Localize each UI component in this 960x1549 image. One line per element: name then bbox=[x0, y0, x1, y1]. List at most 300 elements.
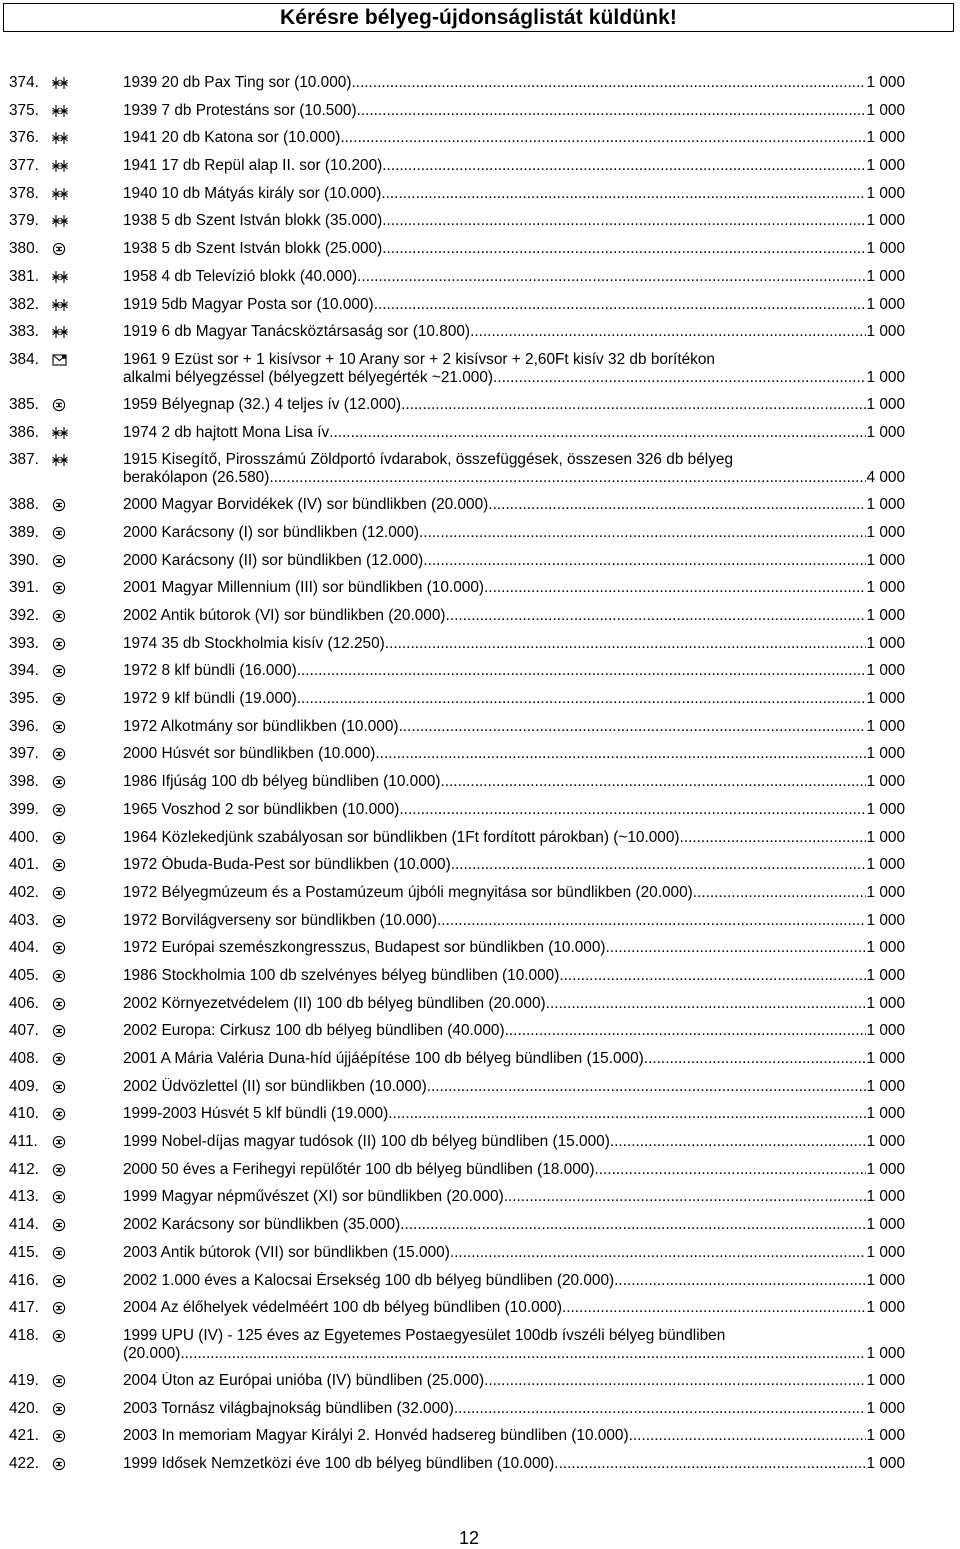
item-number: 391. bbox=[9, 579, 39, 597]
list-item bbox=[0, 939, 960, 957]
item-number: 403. bbox=[9, 911, 39, 929]
item-description: berakólapon (26.580) bbox=[123, 469, 270, 487]
dot-leader bbox=[419, 524, 866, 542]
item-price: 1 000 bbox=[866, 1344, 905, 1362]
list-item bbox=[0, 1216, 960, 1234]
item-number: 414. bbox=[9, 1216, 39, 1234]
envelope-icon bbox=[52, 353, 68, 367]
mint-stamp-icon bbox=[52, 131, 68, 145]
item-description: 1999 UPU (IV) - 125 éves az Egyetemes Postaegyesület 100db ívszéli bélyeg bündliben bbox=[123, 1326, 726, 1344]
dot-leader bbox=[385, 635, 867, 653]
used-stamp-icon bbox=[52, 1218, 68, 1232]
item-description: 1938 5 db Szent István blokk (25.000) bbox=[123, 240, 383, 258]
used-stamp-icon bbox=[52, 1274, 68, 1288]
dot-leader bbox=[559, 967, 866, 985]
used-stamp-icon bbox=[52, 1107, 68, 1121]
item-description: 1941 20 db Katona sor (10.000) bbox=[123, 129, 341, 147]
item-price: 1 000 bbox=[866, 800, 905, 818]
dot-leader bbox=[470, 323, 866, 341]
item-number: 380. bbox=[9, 240, 39, 258]
item-price: 1 000 bbox=[866, 1188, 905, 1206]
dot-leader bbox=[629, 1427, 867, 1445]
item-price: 1 000 bbox=[866, 240, 905, 258]
header-banner bbox=[3, 3, 954, 32]
list-item bbox=[0, 296, 960, 314]
item-number: 412. bbox=[9, 1160, 39, 1178]
item-price: 1 000 bbox=[866, 212, 905, 230]
item-description: 2001 A Mária Valéria Duna-híd újjáépítése 100 db bélyeg bündliben (15.000) bbox=[123, 1050, 644, 1067]
dot-leader bbox=[446, 607, 867, 625]
item-number: 416. bbox=[9, 1271, 39, 1289]
item-number: 386. bbox=[9, 423, 39, 441]
item-description: 2000 Karácsony (I) sor bündlikben (12.000) bbox=[123, 523, 420, 541]
list-item bbox=[0, 967, 960, 985]
used-stamp-icon bbox=[52, 637, 68, 651]
item-number: 377. bbox=[9, 157, 39, 175]
item-price: 1 000 bbox=[866, 496, 905, 514]
list-item bbox=[0, 579, 960, 597]
dot-leader bbox=[329, 424, 866, 442]
item-number: 398. bbox=[9, 773, 39, 791]
used-stamp-icon bbox=[52, 1135, 68, 1149]
item-number: 378. bbox=[9, 184, 39, 202]
item-number: 418. bbox=[9, 1326, 39, 1344]
item-description: 1972 9 klf bündli (19.000) bbox=[123, 690, 297, 708]
list-item bbox=[0, 129, 960, 147]
item-description: 1941 17 db Repül alap II. sor (10.200) bbox=[123, 157, 383, 175]
item-number: 385. bbox=[9, 395, 39, 413]
item-number: 375. bbox=[9, 101, 39, 119]
dot-leader bbox=[594, 1161, 866, 1179]
dot-leader bbox=[381, 185, 866, 203]
item-description: 2003 In memoriam Magyar Királyi 2. Honvéd hadsereg bündliben (10.000) bbox=[123, 1427, 629, 1445]
item-description: 1965 Voszhod 2 sor bündlikben (10.000) bbox=[123, 800, 400, 818]
item-description: 2002 Antik bútorok (VI) sor bündlikben (20.000) bbox=[123, 607, 446, 624]
dot-leader bbox=[375, 745, 866, 763]
item-description: 1919 5db Magyar Posta sor (10.000) bbox=[123, 295, 374, 313]
dot-leader bbox=[493, 369, 866, 387]
item-description: 1986 Stockholmia 100 db szelvényes bélyeg bündliben (10.000) bbox=[123, 966, 560, 984]
item-number: 411. bbox=[9, 1133, 38, 1151]
used-stamp-icon bbox=[52, 831, 68, 845]
item-description: 1972 Alkotmány sor bündlikben (10.000) bbox=[123, 717, 399, 735]
used-stamp-icon bbox=[52, 1163, 68, 1177]
used-stamp-icon bbox=[52, 941, 68, 955]
item-price: 1 000 bbox=[866, 1299, 905, 1317]
item-number: 415. bbox=[9, 1243, 39, 1261]
list-item bbox=[0, 1455, 960, 1473]
item-price: 1 000 bbox=[866, 773, 905, 791]
list-item bbox=[0, 690, 960, 708]
dot-leader bbox=[382, 212, 866, 230]
item-number: 387. bbox=[9, 451, 39, 469]
item-price: 1 000 bbox=[866, 1243, 905, 1261]
dot-leader bbox=[427, 1078, 867, 1096]
item-price: 1 000 bbox=[866, 74, 905, 91]
item-price: 1 000 bbox=[866, 323, 905, 341]
dot-leader bbox=[644, 1050, 867, 1068]
mint-stamp-icon bbox=[52, 270, 68, 284]
item-number: 401. bbox=[9, 856, 39, 874]
list-item bbox=[0, 829, 960, 847]
used-stamp-icon bbox=[52, 997, 68, 1011]
list-item bbox=[0, 351, 960, 387]
item-number: 399. bbox=[9, 800, 39, 818]
item-number: 408. bbox=[9, 1050, 39, 1067]
used-stamp-icon bbox=[52, 1301, 68, 1315]
item-price: 1 000 bbox=[866, 1050, 905, 1067]
item-description: 2002 Europa: Cirkusz 100 db bélyeg bündliben (40.000) bbox=[123, 1022, 505, 1040]
item-price: 1 000 bbox=[866, 662, 905, 680]
list-item bbox=[0, 884, 960, 902]
dot-leader bbox=[606, 939, 867, 957]
item-description: 1961 9 Ezüst sor + 1 kisívsor + 10 Arany sor + 2 kisívsor + 2,60Ft kisív 32 db borítékon bbox=[123, 350, 715, 368]
used-stamp-icon bbox=[52, 858, 68, 872]
used-stamp-icon bbox=[52, 720, 68, 734]
list-item bbox=[0, 718, 960, 736]
item-price: 1 000 bbox=[866, 883, 905, 901]
item-description: 2001 Magyar Millennium (III) sor bündlikben (10.000) bbox=[123, 579, 485, 597]
dot-leader bbox=[401, 396, 866, 414]
item-description: 1959 Bélyegnap (32.) 4 teljes ív (12.000) bbox=[123, 395, 402, 413]
item-price: 1 000 bbox=[866, 911, 905, 929]
item-number: 382. bbox=[9, 295, 39, 313]
item-price: 1 000 bbox=[866, 267, 905, 285]
item-number: 396. bbox=[9, 717, 39, 735]
item-description: 1972 Óbuda-Buda-Pest sor bündlikben (10.000) bbox=[123, 856, 451, 874]
list-item bbox=[0, 635, 960, 653]
item-number: 405. bbox=[9, 966, 39, 984]
item-price: 1 000 bbox=[866, 1371, 905, 1389]
item-description: 1938 5 db Szent István blokk (35.000) bbox=[123, 212, 383, 230]
item-number: 417. bbox=[9, 1299, 39, 1317]
dot-leader bbox=[388, 1105, 866, 1123]
list-item bbox=[0, 552, 960, 570]
list-item bbox=[0, 451, 960, 487]
item-number: 422. bbox=[9, 1454, 39, 1472]
item-description: 2003 Antik bútorok (VII) sor bündlikben (15.000) bbox=[123, 1243, 450, 1261]
item-price: 1 000 bbox=[866, 745, 905, 763]
item-description: 1999 Magyar népművészet (XI) sor bündlikben (20.000) bbox=[123, 1188, 504, 1206]
list-item bbox=[0, 745, 960, 763]
dot-leader bbox=[546, 995, 867, 1013]
dot-leader bbox=[484, 1372, 866, 1390]
mint-stamp-icon bbox=[52, 104, 68, 118]
item-price: 1 000 bbox=[866, 717, 905, 735]
dot-leader bbox=[610, 1133, 867, 1151]
list-item bbox=[0, 1372, 960, 1390]
dot-leader bbox=[357, 268, 866, 286]
list-item bbox=[0, 662, 960, 680]
dot-leader bbox=[562, 1299, 867, 1317]
used-stamp-icon bbox=[52, 526, 68, 540]
item-number: 389. bbox=[9, 523, 39, 541]
mint-stamp-icon bbox=[52, 214, 68, 228]
item-price: 1 000 bbox=[866, 690, 905, 708]
item-price: 1 000 bbox=[866, 1022, 905, 1040]
used-stamp-icon bbox=[52, 747, 68, 761]
item-description: 2002 Karácsony sor bündlikben (35.000) bbox=[123, 1216, 401, 1234]
dot-leader bbox=[504, 1188, 867, 1206]
list-item bbox=[0, 212, 960, 230]
dot-leader bbox=[440, 773, 866, 791]
item-description: 1939 20 db Pax Ting sor (10.000) bbox=[123, 74, 352, 91]
item-description: 2002 1.000 éves a Kalocsai Érsekség 100 db bélyeg bündliben (20.000) bbox=[123, 1271, 615, 1289]
page-number: 12 bbox=[458, 1528, 480, 1548]
dot-leader bbox=[423, 552, 866, 570]
list-item bbox=[0, 496, 960, 514]
item-description: 2000 Karácsony (II) sor bündlikben (12.000) bbox=[123, 551, 424, 569]
item-number: 404. bbox=[9, 939, 39, 957]
used-stamp-icon bbox=[52, 803, 68, 817]
item-number: 392. bbox=[9, 607, 39, 624]
item-price: 1 000 bbox=[866, 368, 905, 386]
dot-leader bbox=[297, 690, 867, 708]
used-stamp-icon bbox=[52, 1374, 68, 1388]
dot-leader bbox=[484, 579, 866, 597]
used-stamp-icon bbox=[52, 398, 68, 412]
mint-stamp-icon bbox=[52, 159, 68, 173]
used-stamp-icon bbox=[52, 1080, 68, 1094]
dot-leader bbox=[505, 1022, 867, 1040]
dot-leader bbox=[382, 240, 866, 258]
item-description: 1986 Ifjúság 100 db bélyeg bündliben (10.000) bbox=[123, 773, 441, 791]
dot-leader bbox=[399, 718, 867, 736]
list-item bbox=[0, 102, 960, 120]
list-item bbox=[0, 856, 960, 874]
used-stamp-icon bbox=[52, 775, 68, 789]
mint-stamp-icon bbox=[52, 76, 68, 90]
item-number: 388. bbox=[9, 496, 39, 514]
item-price: 1 000 bbox=[866, 395, 905, 413]
list-item bbox=[0, 773, 960, 791]
item-number: 397. bbox=[9, 745, 39, 763]
list-item bbox=[0, 912, 960, 930]
item-price: 1 000 bbox=[866, 1427, 905, 1445]
item-price: 1 000 bbox=[866, 1399, 905, 1417]
used-stamp-icon bbox=[52, 554, 68, 568]
item-description: 2000 Húsvét sor bündlikben (10.000) bbox=[123, 745, 376, 763]
item-number: 413. bbox=[9, 1188, 39, 1206]
dot-leader bbox=[488, 496, 866, 514]
list-item bbox=[0, 1078, 960, 1096]
dot-leader bbox=[554, 1455, 866, 1473]
header-title: Kérésre bélyeg-újdonságlistát küldünk! bbox=[279, 5, 678, 29]
item-price: 4 000 bbox=[866, 469, 905, 487]
list-item bbox=[0, 424, 960, 442]
item-price: 1 000 bbox=[866, 423, 905, 441]
used-stamp-icon bbox=[52, 1052, 68, 1066]
list-item bbox=[0, 323, 960, 341]
list-item bbox=[0, 1272, 960, 1290]
mint-stamp-icon bbox=[52, 426, 68, 440]
used-stamp-icon bbox=[52, 1429, 68, 1443]
item-number: 394. bbox=[9, 662, 39, 680]
item-number: 410. bbox=[9, 1105, 39, 1123]
item-price: 1 000 bbox=[866, 1160, 905, 1178]
dot-leader bbox=[451, 856, 867, 874]
item-number: 390. bbox=[9, 551, 39, 569]
used-stamp-icon bbox=[52, 1246, 68, 1260]
used-stamp-icon bbox=[52, 664, 68, 678]
item-description: 1999 Idősek Nemzetközi éve 100 db bélyeg bündliben (10.000) bbox=[123, 1454, 555, 1472]
stamp-list bbox=[0, 74, 960, 1483]
item-price: 1 000 bbox=[866, 295, 905, 313]
list-item bbox=[0, 1427, 960, 1445]
used-stamp-icon bbox=[52, 581, 68, 595]
used-stamp-icon bbox=[52, 692, 68, 706]
item-number: 374. bbox=[9, 74, 39, 91]
dot-leader bbox=[351, 74, 866, 92]
used-stamp-icon bbox=[52, 1457, 68, 1471]
item-description: 1999 Nobel-díjas magyar tudósok (II) 100 db bélyeg bündliben (15.000) bbox=[123, 1133, 610, 1151]
item-description: 1964 Közlekedjünk szabályosan sor bündlikben (1Ft fordított párokban) (~10.000) bbox=[123, 828, 680, 846]
dot-leader bbox=[680, 829, 867, 847]
item-description: 2002 Üdvözlettel (II) sor bündlikben (10.000) bbox=[123, 1077, 427, 1095]
item-number: 376. bbox=[9, 129, 39, 147]
item-description: 1999-2003 Húsvét 5 klf bündli (19.000) bbox=[123, 1105, 389, 1123]
list-item bbox=[0, 1105, 960, 1123]
item-number: 419. bbox=[9, 1371, 39, 1389]
list-item bbox=[0, 185, 960, 203]
item-description: alkalmi bélyegzéssel (bélyegzett bélyegérték ~21.000) bbox=[123, 368, 494, 386]
mint-stamp-icon bbox=[52, 298, 68, 312]
item-number: 379. bbox=[9, 212, 39, 230]
list-item bbox=[0, 607, 960, 625]
item-number: 381. bbox=[9, 267, 39, 285]
used-stamp-icon bbox=[52, 969, 68, 983]
mint-stamp-icon bbox=[52, 187, 68, 201]
used-stamp-icon bbox=[52, 886, 68, 900]
item-number: 400. bbox=[9, 828, 39, 846]
item-price: 1 000 bbox=[866, 939, 905, 957]
dot-leader bbox=[400, 1216, 866, 1234]
list-item bbox=[0, 1299, 960, 1317]
item-description: 1915 Kisegítő, Pirosszámú Zöldportó ívdarabok, összefüggések, összesen 326 db bélyeg bbox=[123, 451, 734, 469]
item-description: 1972 Bélyegmúzeum és a Postamúzeum újbóli megnyitása sor bündlikben (20.000) bbox=[123, 883, 693, 901]
item-price: 1 000 bbox=[866, 129, 905, 147]
dot-leader bbox=[357, 102, 867, 120]
item-description: 1958 4 db Televízió blokk (40.000) bbox=[123, 267, 358, 285]
list-item bbox=[0, 396, 960, 414]
dot-leader bbox=[180, 1345, 866, 1363]
dot-leader bbox=[297, 662, 867, 680]
list-item bbox=[0, 1327, 960, 1363]
used-stamp-icon bbox=[52, 609, 68, 623]
item-description: 1972 Borvilágverseny sor bündlikben (10.000) bbox=[123, 911, 437, 929]
dot-leader bbox=[454, 1400, 867, 1418]
item-number: 402. bbox=[9, 883, 39, 901]
list-item bbox=[0, 240, 960, 258]
list-item bbox=[0, 524, 960, 542]
list-item bbox=[0, 1244, 960, 1262]
item-price: 1 000 bbox=[866, 634, 905, 652]
used-stamp-icon bbox=[52, 1024, 68, 1038]
dot-leader bbox=[614, 1272, 866, 1290]
item-number: 384. bbox=[9, 350, 39, 368]
item-description: 2004 Az élőhelyek védelméért 100 db bélyeg bündliben (10.000) bbox=[123, 1299, 562, 1317]
item-number: 421. bbox=[9, 1427, 39, 1445]
item-description: 1939 7 db Protestáns sor (10.500) bbox=[123, 101, 357, 119]
list-item bbox=[0, 157, 960, 175]
item-price: 1 000 bbox=[866, 1216, 905, 1234]
item-description: 2003 Tornász világbajnokság bündliben (32.000) bbox=[123, 1399, 454, 1417]
item-description: 1940 10 db Mátyás király sor (10.000) bbox=[123, 184, 382, 202]
item-price: 1 000 bbox=[866, 856, 905, 874]
item-price: 1 000 bbox=[866, 994, 905, 1012]
dot-leader bbox=[693, 884, 867, 902]
mint-stamp-icon bbox=[52, 453, 68, 467]
list-item bbox=[0, 995, 960, 1013]
item-price: 1 000 bbox=[866, 1077, 905, 1095]
list-item bbox=[0, 268, 960, 286]
list-item bbox=[0, 1188, 960, 1206]
list-item bbox=[0, 1161, 960, 1179]
dot-leader bbox=[269, 469, 866, 487]
used-stamp-icon bbox=[52, 242, 68, 256]
item-price: 1 000 bbox=[866, 1454, 905, 1472]
item-description: 2004 Úton az Európai unióba (IV) bündliben (25.000) bbox=[123, 1371, 485, 1389]
item-price: 1 000 bbox=[866, 1105, 905, 1123]
item-number: 420. bbox=[9, 1399, 39, 1417]
item-description: 2000 Magyar Borvidékek (IV) sor bündlikben (20.000) bbox=[123, 496, 489, 514]
list-item bbox=[0, 1133, 960, 1151]
list-item bbox=[0, 1022, 960, 1040]
item-price: 1 000 bbox=[866, 157, 905, 175]
item-price: 1 000 bbox=[866, 579, 905, 597]
item-price: 1 000 bbox=[866, 828, 905, 846]
used-stamp-icon bbox=[52, 1190, 68, 1204]
item-number: 393. bbox=[9, 634, 39, 652]
list-item bbox=[0, 1400, 960, 1418]
item-description: 1919 6 db Magyar Tanácsköztársaság sor (10.800) bbox=[123, 323, 471, 341]
item-number: 407. bbox=[9, 1022, 39, 1040]
item-description: 1972 8 klf bündli (16.000) bbox=[123, 662, 297, 680]
used-stamp-icon bbox=[52, 1402, 68, 1416]
item-price: 1 000 bbox=[866, 551, 905, 569]
item-number: 395. bbox=[9, 690, 39, 708]
item-description: 1972 Európai szemészkongresszus, Budapest sor bündlikben (10.000) bbox=[123, 939, 606, 957]
item-price: 1 000 bbox=[866, 184, 905, 202]
dot-leader bbox=[437, 912, 866, 930]
item-price: 1 000 bbox=[866, 1271, 905, 1289]
item-price: 1 000 bbox=[866, 966, 905, 984]
item-price: 1 000 bbox=[866, 607, 905, 624]
item-description: (20.000) bbox=[123, 1344, 181, 1362]
item-description: 1974 2 db hajtott Mona Lisa ív bbox=[123, 423, 330, 441]
item-description: 2002 Környezetvédelem (II) 100 db bélyeg bündliben (20.000) bbox=[123, 994, 546, 1012]
mint-stamp-icon bbox=[52, 325, 68, 339]
used-stamp-icon bbox=[52, 498, 68, 512]
item-price: 1 000 bbox=[866, 101, 905, 119]
dot-leader bbox=[382, 157, 866, 175]
item-number: 406. bbox=[9, 994, 39, 1012]
list-item bbox=[0, 1050, 960, 1068]
dot-leader bbox=[399, 801, 866, 819]
item-number: 383. bbox=[9, 323, 39, 341]
item-price: 1 000 bbox=[866, 1133, 905, 1151]
item-price: 1 000 bbox=[866, 523, 905, 541]
used-stamp-icon bbox=[52, 1329, 68, 1343]
item-description: 2000 50 éves a Ferihegyi repülőtér 100 db bélyeg bündliben (18.000) bbox=[123, 1160, 595, 1178]
dot-leader bbox=[340, 129, 866, 147]
used-stamp-icon bbox=[52, 914, 68, 928]
item-description: 1974 35 db Stockholmia kisív (12.250) bbox=[123, 634, 385, 652]
item-number: 409. bbox=[9, 1077, 39, 1095]
dot-leader bbox=[450, 1244, 867, 1262]
dot-leader bbox=[374, 296, 867, 314]
list-item bbox=[0, 801, 960, 819]
